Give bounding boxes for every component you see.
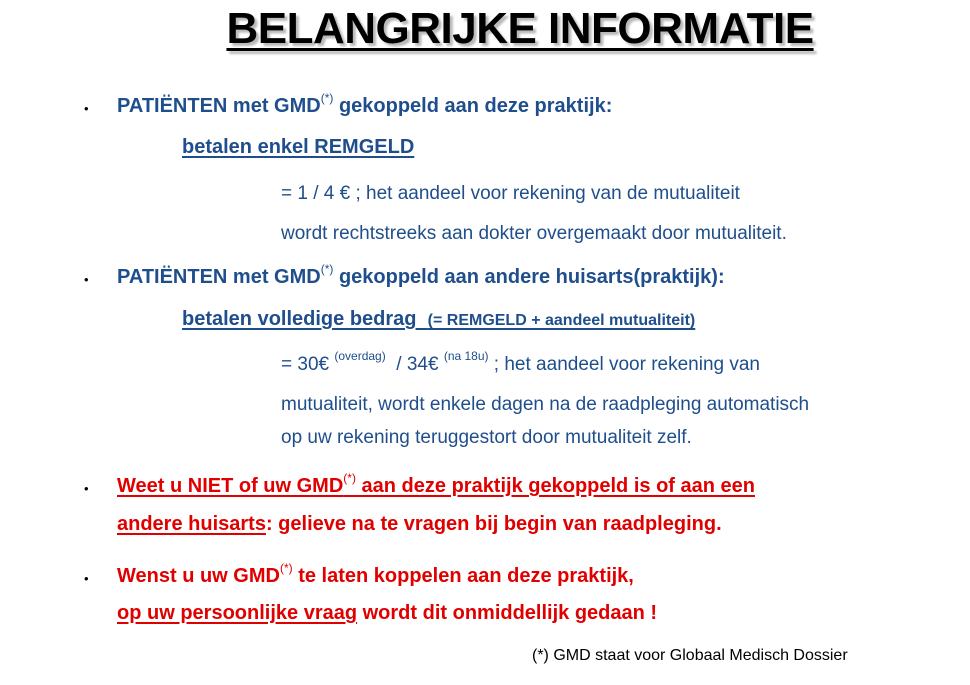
bullet-1: • [84, 101, 89, 116]
section-3-line-1-underlined [117, 471, 755, 497]
section-3-line-1-pre: Weet u NIET of uw GMD [117, 475, 344, 497]
section-1-detail-2: wordt rechtstreeks aan dokter overgemaakt door mutualiteit. [281, 223, 787, 244]
section-2-heading-sup: (*) [320, 262, 334, 276]
section-3-line-1-sup: (*) [343, 471, 356, 485]
section-2-subheading [182, 308, 695, 331]
section-2-subheading-note: (= REMGELD + aandeel mutualiteit) [427, 312, 696, 329]
section-2-detail-3: op uw rekening teruggestort door mutualiteit zelf. [281, 427, 692, 448]
section-2-heading-post: gekoppeld aan andere huisarts(praktijk): [333, 266, 725, 288]
section-4-line-2-underlined: op uw persoonlijke vraag [117, 602, 358, 624]
page-title: BELANGRIJKE INFORMATIE [226, 4, 814, 53]
section-1-heading-post: gekoppeld aan deze praktijk: [333, 95, 613, 117]
price-evening-note: (na 18u) [443, 349, 489, 363]
section-1-heading-sup: (*) [320, 91, 334, 105]
section-1-heading-pre: PATIËNTEN met GMD [117, 95, 321, 117]
section-3-line-2-underlined: andere huisarts [117, 513, 266, 535]
bullet-3: • [84, 481, 89, 496]
section-2-detail-1-rest: ; het aandeel voor rekening van [488, 354, 760, 375]
section-2-heading-pre: PATIËNTEN met GMD [117, 266, 321, 288]
footnote: (*) GMD staat voor Globaal Medisch Dossier [532, 647, 848, 664]
section-3-line-1-post: aan deze praktijk gekoppeld is of aan een [355, 475, 755, 497]
section-4-line-1 [117, 561, 634, 588]
section-4-line-2-rest: wordt dit onmiddellijk gedaan ! [357, 602, 658, 624]
bullet-2: • [84, 272, 89, 287]
section-1-subheading: betalen enkel REMGELD [182, 136, 415, 158]
section-4-line-1-sup: (*) [279, 561, 293, 575]
section-4-line-2 [117, 602, 657, 625]
section-3-line-2 [117, 513, 722, 536]
section-1-heading [117, 91, 613, 118]
section-1-detail-1: = 1 / 4 € ; het aandeel voor rekening van de mutualiteit [281, 183, 740, 204]
section-2-subheading-main: betalen volledige bedrag [182, 308, 417, 330]
section-3-line-2-rest: : gelieve na te vragen bij begin van raadpleging. [265, 513, 722, 535]
section-4-line-1-pre: Wenst u uw GMD [117, 565, 280, 587]
price-day: = 30€ [281, 354, 335, 375]
price-day-note: (overdag) [334, 349, 386, 363]
bullet-4: • [84, 571, 89, 586]
section-2-detail-1 [281, 349, 760, 376]
price-evening: / 34€ [385, 354, 444, 375]
section-2-detail-2: mutualiteit, wordt enkele dagen na de raadpleging automatisch [281, 394, 810, 415]
section-3-line-1 [117, 471, 755, 498]
section-4-line-1-post: te laten koppelen aan deze praktijk, [292, 565, 634, 587]
section-2-heading [117, 262, 725, 289]
